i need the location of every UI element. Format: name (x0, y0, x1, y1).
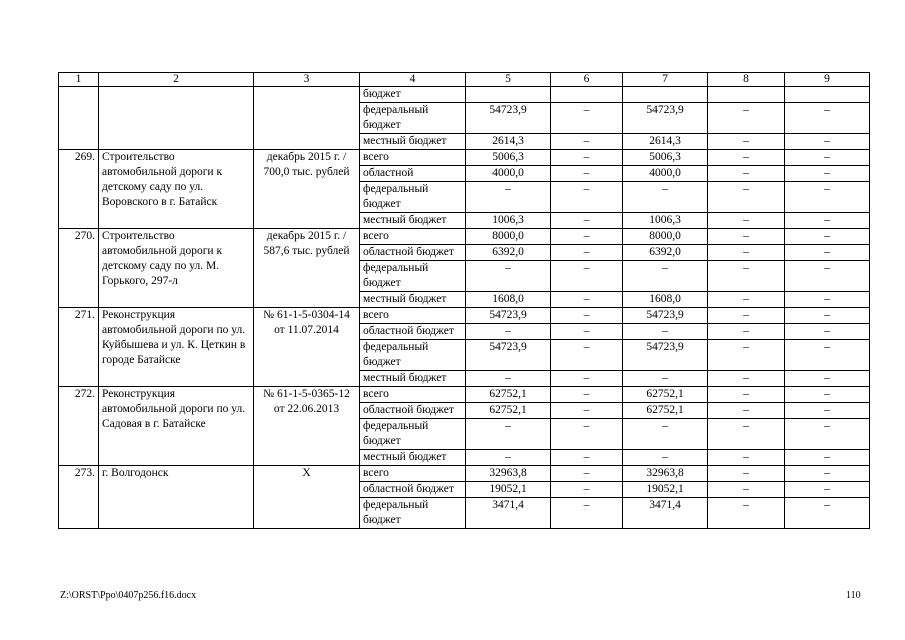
value-col8: – (708, 182, 785, 213)
value-col8 (708, 87, 785, 103)
value-col8: – (708, 482, 785, 498)
item-number-cell (59, 87, 99, 150)
col-header: 6 (551, 73, 623, 87)
item-term: декабрь 2015 г. / 587,6 тыс. рублей (254, 229, 360, 308)
value-col5: 19052,1 (466, 482, 551, 498)
value-col5: 62752,1 (466, 403, 551, 419)
table-row (59, 229, 870, 245)
value-col8: – (708, 103, 785, 134)
value-col9: – (785, 387, 870, 403)
value-col6: – (551, 324, 623, 340)
value-col7: 54723,9 (623, 103, 708, 134)
value-col9: – (785, 229, 870, 245)
col-header: 8 (708, 73, 785, 87)
value-col5: 32963,8 (466, 466, 551, 482)
table-row (59, 308, 870, 324)
value-col9: – (785, 450, 870, 466)
value-col7: – (623, 261, 708, 292)
file-path-footer: Z:\ORST\Ppo\0407p256.f16.docx (60, 590, 197, 601)
item-number: 272. (59, 387, 99, 466)
item-term: X (254, 466, 360, 529)
value-col5: 54723,9 (466, 340, 551, 371)
value-col7: 5006,3 (623, 150, 708, 166)
budget-kind: областной (360, 166, 466, 182)
budget-kind: областной бюджет (360, 324, 466, 340)
col-header: 5 (466, 73, 551, 87)
header-row (59, 73, 870, 87)
value-col9: – (785, 371, 870, 387)
value-col8: – (708, 371, 785, 387)
budget-kind: федеральный бюджет (360, 103, 466, 134)
table-row (59, 387, 870, 403)
budget-kind: местный бюджет (360, 371, 466, 387)
value-col7: 3471,4 (623, 498, 708, 529)
value-col6: – (551, 498, 623, 529)
value-col7: 62752,1 (623, 387, 708, 403)
budget-kind: всего (360, 387, 466, 403)
budget-table (58, 72, 870, 529)
value-col6: – (551, 103, 623, 134)
value-col5: 4000,0 (466, 166, 551, 182)
value-col9: – (785, 150, 870, 166)
budget-kind: областной бюджет (360, 403, 466, 419)
value-col8: – (708, 403, 785, 419)
value-col9: – (785, 419, 870, 450)
value-col9: – (785, 308, 870, 324)
value-col7: 54723,9 (623, 340, 708, 371)
item-number: 270. (59, 229, 99, 308)
budget-kind: бюджет (360, 87, 466, 103)
budget-kind: местный бюджет (360, 292, 466, 308)
value-col9: – (785, 166, 870, 182)
budget-kind: местный бюджет (360, 213, 466, 229)
budget-kind: федеральный бюджет (360, 498, 466, 529)
budget-kind: областной бюджет (360, 482, 466, 498)
value-col5: 8000,0 (466, 229, 551, 245)
item-number: 271. (59, 308, 99, 387)
budget-kind: федеральный бюджет (360, 182, 466, 213)
value-col9: – (785, 134, 870, 150)
item-name-cell (99, 87, 254, 150)
value-col5: 54723,9 (466, 103, 551, 134)
value-col7: 8000,0 (623, 229, 708, 245)
value-col9: – (785, 324, 870, 340)
value-col8: – (708, 229, 785, 245)
value-col6: – (551, 482, 623, 498)
value-col5: 5006,3 (466, 150, 551, 166)
value-col6: – (551, 150, 623, 166)
item-name: Реконструкция автомобильной дороги по ул. Куйбышева и ул. К. Цеткин в городе Батайске (99, 308, 254, 387)
value-col5: 62752,1 (466, 387, 551, 403)
value-col5: – (466, 419, 551, 450)
value-col6 (551, 87, 623, 103)
value-col6: – (551, 229, 623, 245)
value-col6: – (551, 292, 623, 308)
value-col7: – (623, 450, 708, 466)
item-number: 273. (59, 466, 99, 529)
value-col7: 62752,1 (623, 403, 708, 419)
budget-kind: всего (360, 308, 466, 324)
value-col9: – (785, 292, 870, 308)
item-number: 269. (59, 150, 99, 229)
budget-kind: всего (360, 229, 466, 245)
value-col8: – (708, 150, 785, 166)
value-col9: – (785, 213, 870, 229)
item-term: декабрь 2015 г. / 700,0 тыс. рублей (254, 150, 360, 229)
item-term: № 61-1-5-0365-12 от 22.06.2013 (254, 387, 360, 466)
value-col6: – (551, 245, 623, 261)
value-col9 (785, 87, 870, 103)
value-col8: – (708, 450, 785, 466)
value-col7 (623, 87, 708, 103)
item-name: Реконструкция автомобильной дороги по ул. Садовая в г. Батайске (99, 387, 254, 466)
item-name: Строительство автомобильной дороги к детскому саду по ул. М. Горького, 297-л (99, 229, 254, 308)
value-col7: – (623, 182, 708, 213)
value-col9: – (785, 261, 870, 292)
value-col5: – (466, 450, 551, 466)
value-col8: – (708, 340, 785, 371)
value-col9: – (785, 340, 870, 371)
value-col9: – (785, 103, 870, 134)
value-col5: 54723,9 (466, 308, 551, 324)
value-col5: – (466, 371, 551, 387)
value-col9: – (785, 403, 870, 419)
value-col6: – (551, 340, 623, 371)
value-col7: 1006,3 (623, 213, 708, 229)
budget-kind: федеральный бюджет (360, 340, 466, 371)
value-col6: – (551, 387, 623, 403)
value-col8: – (708, 245, 785, 261)
item-name: г. Волгодонск (99, 466, 254, 529)
value-col6: – (551, 261, 623, 292)
value-col5: 6392,0 (466, 245, 551, 261)
value-col6: – (551, 371, 623, 387)
value-col6: – (551, 134, 623, 150)
value-col9: – (785, 466, 870, 482)
value-col6: – (551, 182, 623, 213)
value-col5: 2614,3 (466, 134, 551, 150)
value-col7: – (623, 419, 708, 450)
value-col6: – (551, 466, 623, 482)
value-col9: – (785, 245, 870, 261)
value-col6: – (551, 419, 623, 450)
value-col7: 2614,3 (623, 134, 708, 150)
page-number: 110 (846, 590, 861, 601)
table-row (59, 466, 870, 482)
value-col5: 1608,0 (466, 292, 551, 308)
table-row (59, 87, 870, 103)
value-col8: – (708, 466, 785, 482)
value-col6: – (551, 166, 623, 182)
value-col7: 1608,0 (623, 292, 708, 308)
budget-kind: местный бюджет (360, 134, 466, 150)
value-col5: – (466, 182, 551, 213)
value-col7: – (623, 371, 708, 387)
col-header: 3 (254, 73, 360, 87)
value-col5: 1006,3 (466, 213, 551, 229)
value-col6: – (551, 450, 623, 466)
value-col7: 19052,1 (623, 482, 708, 498)
value-col7: 54723,9 (623, 308, 708, 324)
value-col9: – (785, 482, 870, 498)
value-col6: – (551, 308, 623, 324)
budget-kind: областной бюджет (360, 245, 466, 261)
budget-kind: федеральный бюджет (360, 261, 466, 292)
value-col7: 6392,0 (623, 245, 708, 261)
value-col8: – (708, 261, 785, 292)
value-col6: – (551, 213, 623, 229)
col-header: 7 (623, 73, 708, 87)
value-col8: – (708, 419, 785, 450)
col-header: 9 (785, 73, 870, 87)
budget-kind: всего (360, 150, 466, 166)
value-col8: – (708, 308, 785, 324)
value-col8: – (708, 134, 785, 150)
value-col7: – (623, 324, 708, 340)
value-col5: – (466, 261, 551, 292)
budget-kind: всего (360, 466, 466, 482)
item-term-cell (254, 87, 360, 150)
value-col8: – (708, 387, 785, 403)
table-row (59, 150, 870, 166)
value-col8: – (708, 324, 785, 340)
value-col8: – (708, 498, 785, 529)
item-name: Строительство автомобильной дороги к детскому саду по ул. Воровского в г. Батайск (99, 150, 254, 229)
col-header: 2 (99, 73, 254, 87)
budget-kind: федеральный бюджет (360, 419, 466, 450)
value-col5 (466, 87, 551, 103)
value-col5: – (466, 324, 551, 340)
value-col8: – (708, 166, 785, 182)
item-term: № 61-1-5-0304-14 от 11.07.2014 (254, 308, 360, 387)
value-col6: – (551, 403, 623, 419)
value-col9: – (785, 498, 870, 529)
value-col9: – (785, 182, 870, 213)
col-header: 4 (360, 73, 466, 87)
value-col7: 4000,0 (623, 166, 708, 182)
value-col8: – (708, 213, 785, 229)
col-header: 1 (59, 73, 99, 87)
value-col7: 32963,8 (623, 466, 708, 482)
value-col5: 3471,4 (466, 498, 551, 529)
budget-kind: местный бюджет (360, 450, 466, 466)
value-col8: – (708, 292, 785, 308)
